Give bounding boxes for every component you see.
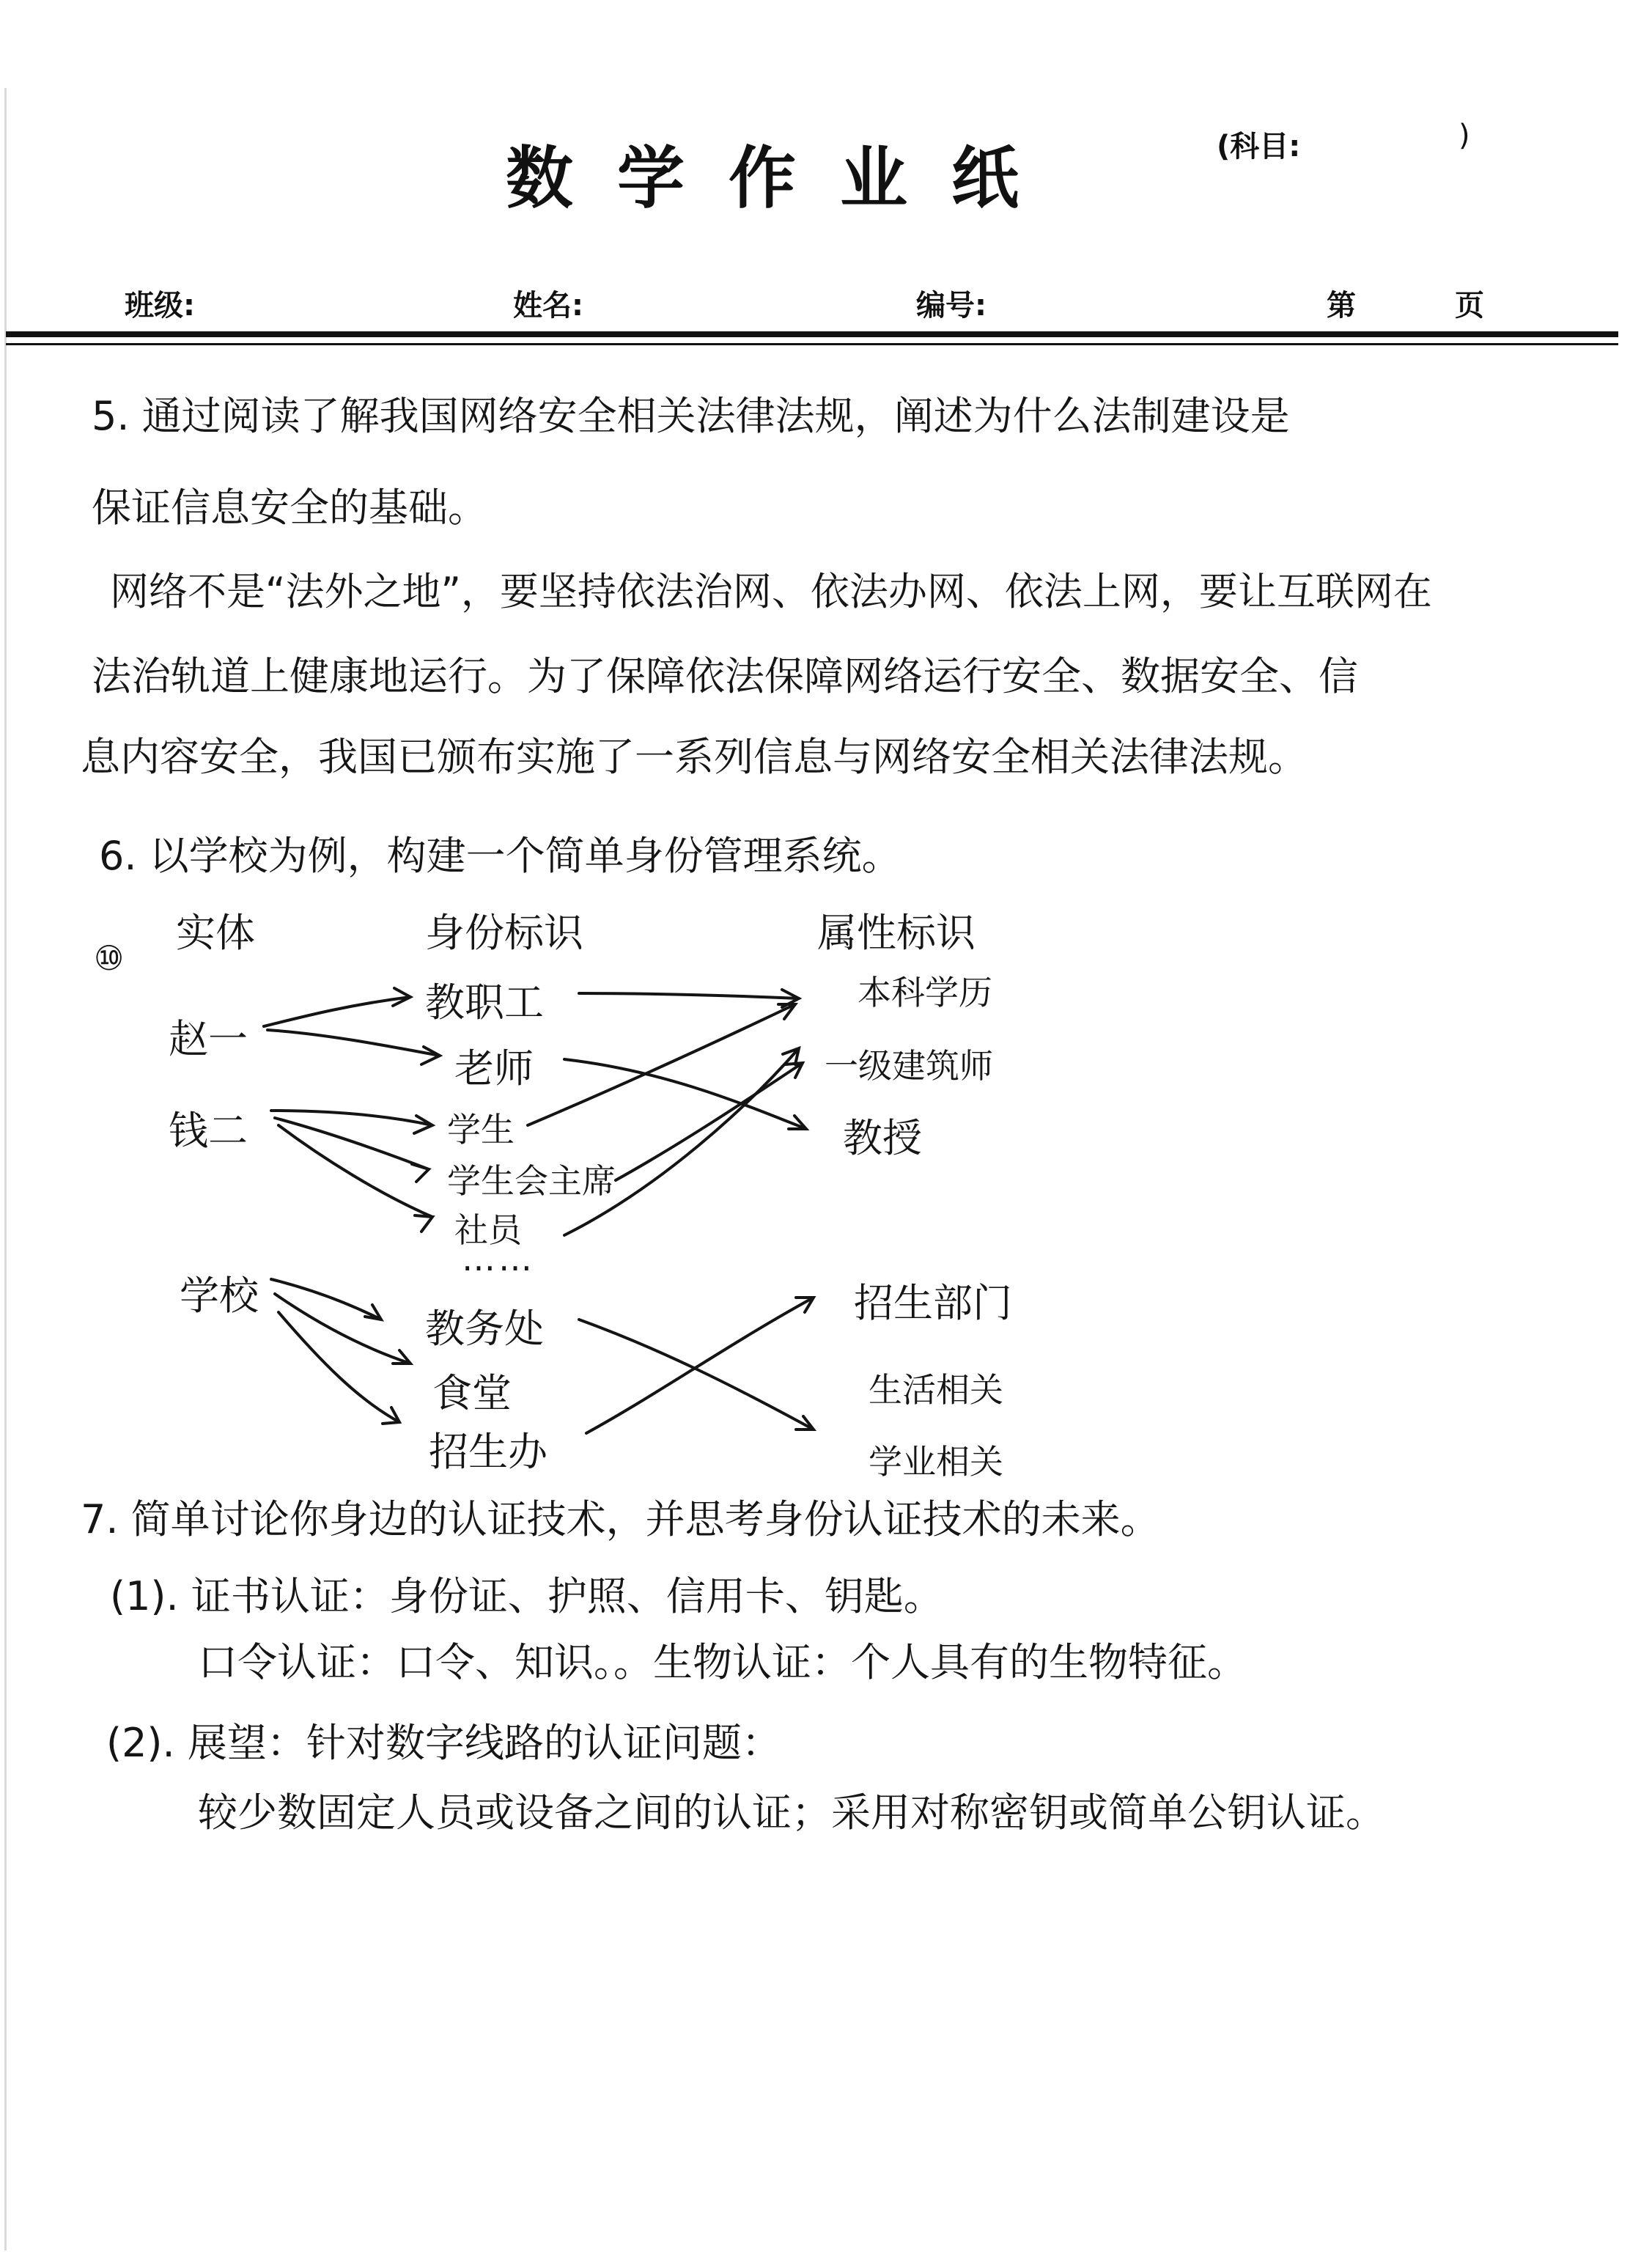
arrow-chair-architect	[616, 1063, 803, 1180]
arrow-office-academic	[579, 1320, 814, 1429]
q6-marker: ⑩	[94, 938, 125, 978]
entity-qian: 钱二	[169, 1108, 248, 1154]
q5-answer-line1: 网络不是“法外之地”，要坚持依法治网、依法办网、依法上网，要让互联网在	[110, 570, 1432, 614]
identity-student: 学生	[447, 1110, 515, 1149]
q5-question-line2: 保证信息安全的基础。	[92, 485, 487, 531]
name-label: 姓名:	[513, 289, 583, 323]
q5-question-line1: 5. 通过阅读了解我国网络安全相关法律法规，阐述为什么法制建设是	[92, 393, 1290, 439]
identity-staff: 教职工	[425, 979, 544, 1026]
arrow-zhao-teacher	[268, 1030, 440, 1064]
q5-answer-line2: 法治轨道上健康地运行。为了保障依法保障网络运行安全、数据安全、信	[92, 653, 1358, 699]
entity-school: 学校	[180, 1273, 259, 1319]
q7-part1-line2: 口令认证：口令、知识。。生物认证：个人具有的生物特征。	[198, 1639, 1247, 1685]
arrow-student-bachelor	[528, 1004, 795, 1125]
arrow-school-admissions	[279, 1312, 399, 1424]
identity-canteen: 食堂	[432, 1370, 512, 1416]
arrow-school-canteen	[275, 1294, 410, 1364]
identity-member: 社员	[454, 1210, 522, 1250]
page-label-2: 页	[1455, 289, 1484, 323]
q7-part2-line2: 较少数固定人员或设备之间的认证；采用对称密钥或简单公钥认证。	[198, 1789, 1385, 1836]
subject-close: )	[1459, 119, 1470, 152]
class-label: 班级:	[125, 289, 195, 323]
identity-teacher: 老师	[454, 1045, 534, 1092]
identity-council-chair: 学生会主席	[447, 1161, 616, 1201]
q5-answer-line3: 息内容安全，我国已颁布实施了一系列信息与网络安全相关法律法规。	[81, 734, 1308, 780]
attr-admissions-dept: 招生部门	[854, 1280, 1012, 1326]
attr-academic: 学业相关	[869, 1442, 1003, 1482]
attr-architect: 一级建筑师	[825, 1046, 993, 1086]
q7-part1-line1: (1). 证书认证：身份证、护照、信用卡、钥匙。	[110, 1573, 943, 1619]
arrow-zhao-staff	[264, 988, 410, 1026]
q7-part2-line1: (2). 展望：针对数字线路的认证问题：	[106, 1720, 781, 1766]
attr-bachelor: 本科学历	[858, 973, 992, 1012]
header-attribute: 属性标识	[817, 910, 976, 956]
q7-question: 7. 简单讨论你身边的认证技术，并思考身份认证技术的未来。	[81, 1496, 1160, 1542]
arrow-qian-chair	[275, 1118, 429, 1182]
identity-admissions: 招生办	[429, 1429, 547, 1475]
attr-professor: 教授	[843, 1115, 922, 1161]
entity-zhao: 赵一	[169, 1016, 248, 1062]
arrow-school-office	[271, 1279, 381, 1320]
subject-label: (科目:	[1217, 130, 1301, 163]
header-entity: 实体	[176, 910, 255, 956]
identity-academic-office: 教务处	[425, 1306, 544, 1352]
header-identity: 身份标识	[425, 910, 583, 956]
arrow-staff-bachelor	[579, 990, 799, 1007]
q6-question: 6. 以学校为例，构建一个简单身份管理系统。	[99, 833, 901, 879]
page-title: 数学作业纸	[506, 139, 1063, 218]
page-label-1: 第	[1327, 289, 1356, 323]
identity-ellipsis: ……	[462, 1239, 535, 1278]
number-label: 编号:	[916, 289, 987, 323]
arrow-qian-student	[271, 1111, 432, 1133]
arrow-admissions-dept	[586, 1298, 814, 1433]
attr-life: 生活相关	[869, 1370, 1003, 1410]
